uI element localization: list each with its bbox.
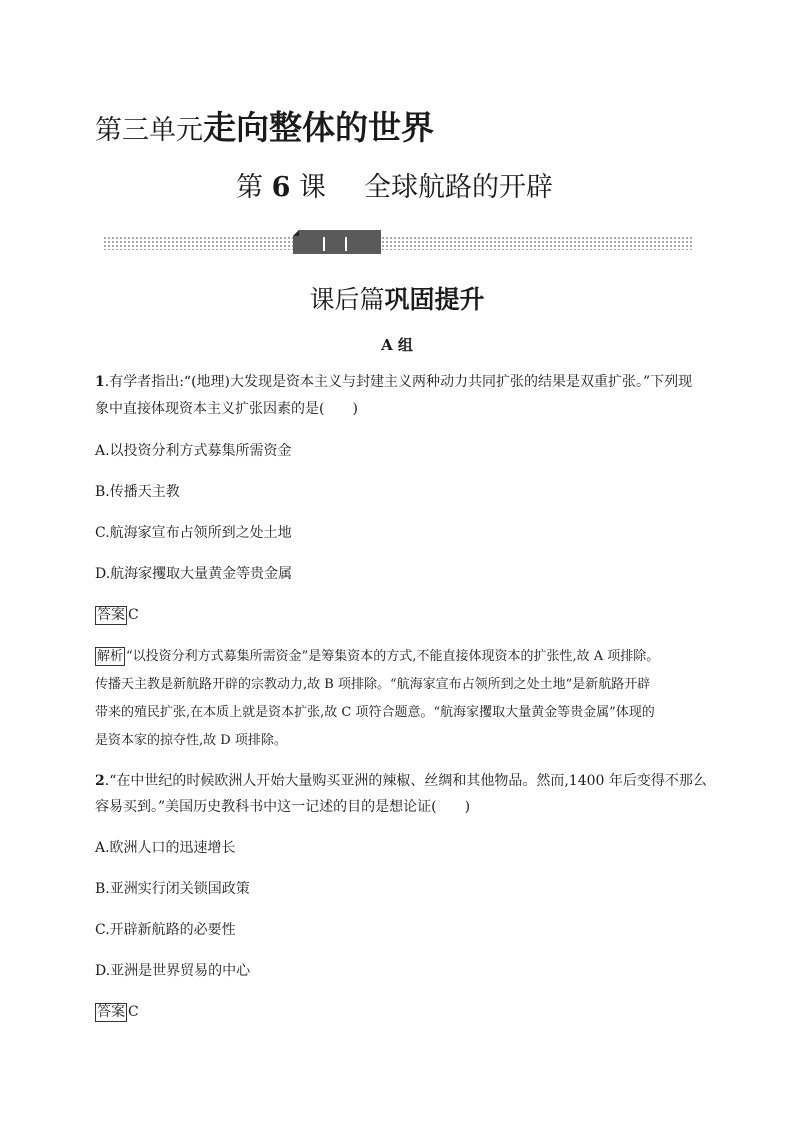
answer-tag: 答案 <box>97 607 125 623</box>
answer-value: C <box>128 1004 139 1020</box>
answer-value: C <box>128 607 139 623</box>
unit-name: 走向整体的世界 <box>203 108 434 147</box>
question-2-option-a: A.欧洲人口的迅速增长 <box>95 840 236 856</box>
answer-tag: 答案 <box>97 1004 125 1020</box>
question-1-answer <box>95 605 139 625</box>
question-2-option-d: D.亚洲是世界贸易的中心 <box>95 963 251 979</box>
question-1-option-d: D.航海家攫取大量黄金等贵金属 <box>95 566 293 582</box>
divider-dots-right <box>381 236 693 250</box>
unit-prefix: 第三单元 <box>95 115 203 146</box>
question-1-text-1: .有学者指出:“(地理)大发现是资本主义与封建主义两种动力共同扩张的结果是双重扩张。”下列现 <box>104 374 693 390</box>
question-2-answer <box>95 1002 139 1022</box>
divider-dots-left <box>103 236 295 250</box>
lesson-title <box>236 165 553 204</box>
lesson-label-2: 课 <box>298 172 326 203</box>
section-divider <box>103 230 693 254</box>
question-1-explanation <box>95 643 659 755</box>
question-2-line-2: 容易买到。”美国历史教科书中这一记述的目的是想论证( ) <box>95 799 471 815</box>
explanation-line-3: 带来的殖民扩张,在本质上就是资本扩张,故 C 项符合题意。“航海家攫取大量黄金等贵金属”体现的 <box>95 705 655 720</box>
question-1-line-1 <box>95 372 692 392</box>
question-2-line-1 <box>95 771 707 791</box>
group-title: A 组 <box>381 336 413 354</box>
lesson-number: 6 <box>271 172 291 203</box>
question-1-option-c: C.航海家宣布占领所到之处土地 <box>95 525 292 541</box>
question-1-number: 1 <box>95 374 105 390</box>
unit-title <box>95 102 434 149</box>
question-2-number: 2 <box>95 773 105 789</box>
lesson-label-1: 第 <box>236 172 263 203</box>
question-2-option-b: B.亚洲实行闭关锁国政策 <box>95 881 250 897</box>
divider-tab <box>293 230 381 254</box>
question-1-option-b: B.传播天主教 <box>95 484 180 500</box>
question-1-option-a: A.以投资分利方式募集所需资金 <box>95 443 292 459</box>
explanation-line-4: 是资本家的掠夺性,故 D 项排除。 <box>95 733 287 748</box>
section-title-b: 巩固提升 <box>384 285 485 314</box>
lesson-name: 全球航路的开辟 <box>363 172 553 203</box>
explanation-line-2: 传播天主教是新航路开辟的宗教动力,故 B 项排除。“航海家宣布占领所到之处土地”是新航路开辟 <box>95 677 651 692</box>
question-1-line-2: 象中直接体现资本主义扩张因素的是( ) <box>95 401 358 417</box>
question-2-text-1: .“在中世纪的时候欧洲人开始大量购买亚洲的辣椒、丝绸和其他物品。然而,1400 年后变得不那么 <box>104 773 707 789</box>
explanation-tag: 解析 <box>97 649 124 664</box>
section-title-a: 课后篇 <box>309 285 385 314</box>
question-2-option-c: C.开辟新航路的必要性 <box>95 922 236 938</box>
section-title <box>0 280 794 316</box>
explanation-text-1: “以投资分利方式募集所需资金”是筹集资本的方式,不能直接体现资本的扩张性,故 A 项排除。 <box>126 649 660 664</box>
explanation-line-1 <box>95 643 659 671</box>
